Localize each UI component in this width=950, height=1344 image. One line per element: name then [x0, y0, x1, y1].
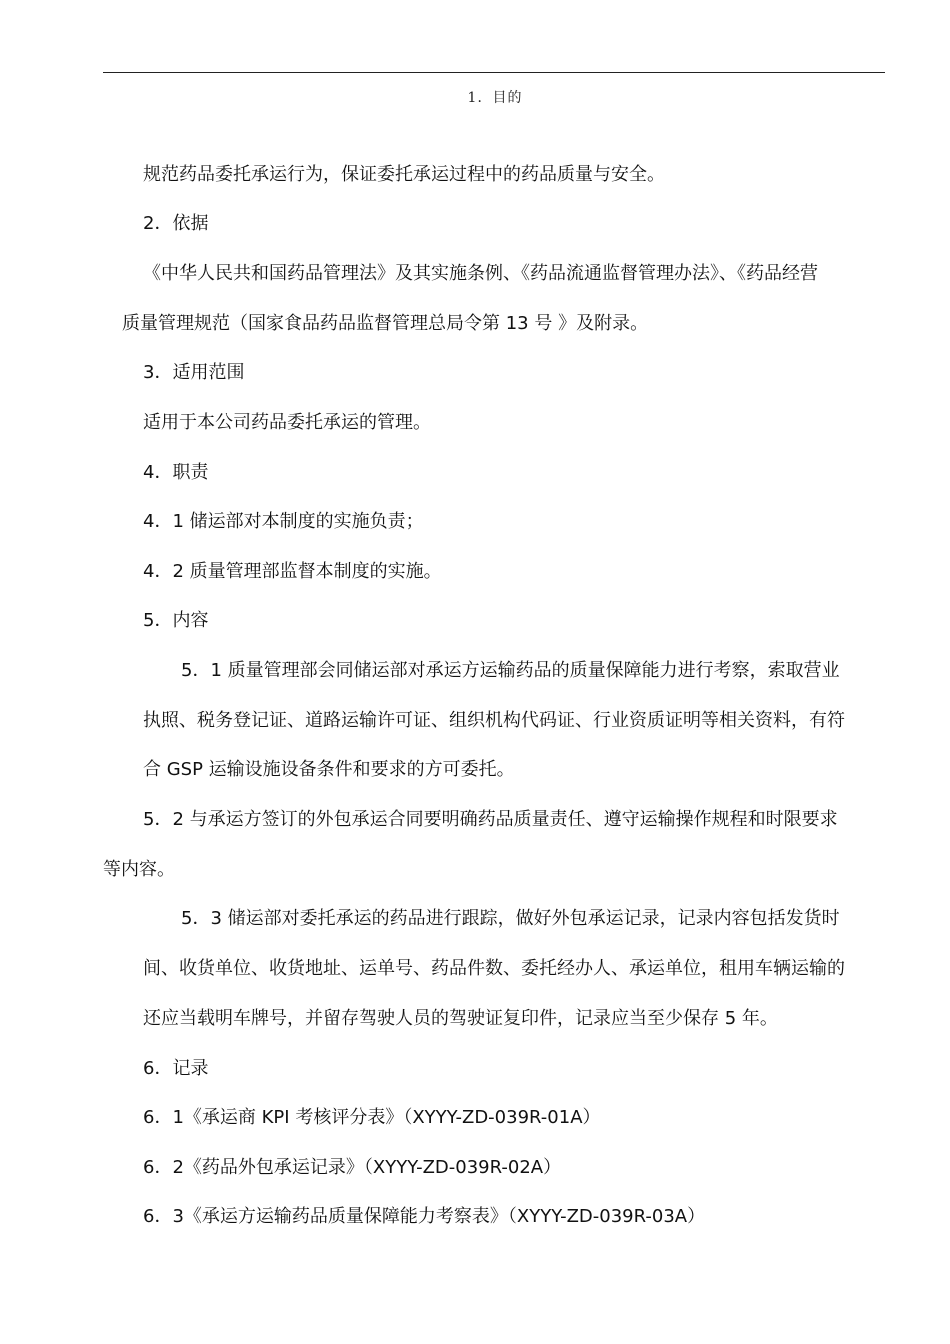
section-6-heading: 6．记录 — [143, 1058, 209, 1079]
section-5-1-line-3: 合 GSP 运输设施设备条件和要求的方可委托。 — [143, 759, 515, 780]
section-5-heading: 5．内容 — [143, 610, 209, 631]
section-3-heading: 3．适用范围 — [143, 362, 245, 383]
section-5-2-line-1: 5．2 与承运方签订的外包承运合同要明确药品质量责任、遵守运输操作规程和时限要求 — [143, 809, 838, 830]
section-5-3-line-2: 间、收货单位、收货地址、运单号、药品件数、委托经办人、承运单位，租用车辆运输的 — [143, 958, 845, 979]
section-6-2: 6．2《药品外包承运记录》（XYYY-ZD-039R-02A） — [143, 1157, 562, 1178]
section-5-2-line-2: 等内容。 — [103, 859, 175, 880]
section-5-1-line-1: 5．1 质量管理部会同储运部对承运方运输药品的质量保障能力进行考察，索取营业 — [181, 660, 840, 681]
section-6-3: 6．3《承运方运输药品质量保障能力考察表》（XYYY-ZD-039R-03A） — [143, 1206, 706, 1227]
section-4-2: 4．2 质量管理部监督本制度的实施。 — [143, 561, 442, 582]
section-1-body: 规范药品委托承运行为，保证委托承运过程中的药品质量与安全。 — [143, 164, 665, 185]
section-2-heading: 2．依据 — [143, 213, 209, 234]
section-5-1-line-2: 执照、税务登记证、道路运输许可证、组织机构代码证、行业资质证明等相关资料，有符 — [143, 710, 845, 731]
header-rule — [103, 72, 885, 73]
section-4-heading: 4．职责 — [143, 462, 209, 483]
section-3-body: 适用于本公司药品委托承运的管理。 — [143, 412, 431, 433]
section-6-1: 6．1《承运商 KPI 考核评分表》（XYYY-ZD-039R-01A） — [143, 1107, 601, 1128]
page-header-title: 1．目的 — [467, 90, 523, 106]
section-4-1: 4．1 储运部对本制度的实施负责； — [143, 511, 424, 532]
section-5-3-line-1: 5．3 储运部对委托承运的药品进行跟踪，做好外包承运记录，记录内容包括发货时 — [181, 908, 840, 929]
section-2-body-line-2: 质量管理规范（国家食品药品监督管理总局令第 13 号 》及附录。 — [122, 313, 649, 334]
section-2-body-line-1: 《中华人民共和国药品管理法》及其实施条例、《药品流通监督管理办法》、《药品经营 — [143, 263, 818, 284]
section-5-3-line-3: 还应当载明车牌号，并留存驾驶人员的驾驶证复印件，记录应当至少保存 5 年。 — [143, 1008, 778, 1029]
